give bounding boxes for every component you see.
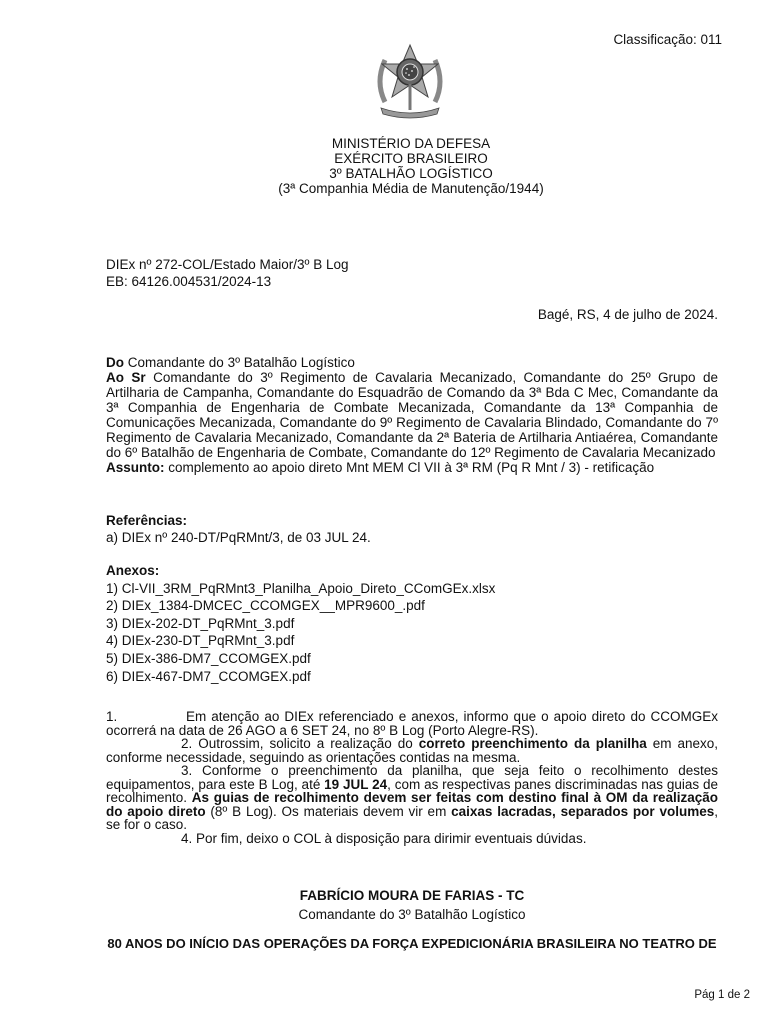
annex-item: 1) Cl-VII_3RM_PqRMnt3_Planilha_Apoio_Direto_CComGEx.xlsx (106, 580, 496, 596)
page-number: Pág 1 de 2 (694, 989, 750, 1001)
reference-item: a) DIEx nº 240-DT/PqRMnt/3, de 03 JUL 24. (106, 530, 371, 545)
doc-number: DIEx nº 272-COL/Estado Maior/3º B Log (106, 257, 349, 272)
references-section (106, 512, 371, 546)
from-label: Do (106, 355, 124, 370)
annex-item: 2) DIEx_1384-DMCEC_CCOMGEX__MPR9600_.pdf (106, 598, 425, 614)
paragraph-1-number: 1. (106, 709, 118, 724)
classification-label: Classificação: 011 (613, 32, 722, 47)
paragraph-3-text: 3. Conforme o preenchimento da planilha, que seja feito o recolhimento destes equipamentos, para este B Log, até (106, 763, 718, 792)
subject-text: complemento ao apoio direto Mnt MEM Cl VII à 3ª RM (Pq R Mnt / 3) - retificação (164, 460, 655, 475)
addressing-block (106, 355, 718, 475)
paragraph-3-text-end: , se for o caso. (106, 803, 719, 832)
date-line: Bagé, RS, 4 de julho de 2024. (537, 307, 718, 322)
paragraph-2 (106, 737, 718, 764)
to-text: Comandante do 3º Regimento de Cavalaria Mecanizado, Comandante do 25º Grupo de Artilharia de Campanha, Comandante do Esquadrão de Comando da 3ª Bda C Mec, Comandante da 3ª Companhia de Engenharia de Combate Mecanizada, Comandante da 13ª Companhia de Comunicações Mecanizada, Comandante do 9º Regimento de Cavalaria Blindado, Comandante do 7º Regimento de Cavalaria Mecanizado, Comandante da 2ª Bateria de Artilharia Antiaérea, Comandante do 6º Batalhão de Engenharia de Combate, Comandante do 12º Regimento de Cavalaria Mecanizado (106, 370, 718, 460)
paragraph-3-bold-instruction: As guias de recolhimento devem ser feitas com destino final à OM da realização do apoio direto (106, 790, 718, 819)
annex-item: 3) DIEx-202-DT_PqRMnt_3.pdf (106, 615, 295, 631)
paragraph-3 (106, 764, 718, 832)
paragraph-1-text: Em atenção ao DIEx referenciado e anexos, informo que o apoio direto do CCOMGEx ocorrerá na data de 26 AGO a 6 SET 24, no 8º B Log (Porto Alegre-RS). (106, 709, 718, 738)
subject-line (106, 460, 718, 475)
annex-item: 5) DIEx-386-DM7_CCOMGEX.pdf (106, 650, 311, 666)
from-line (106, 355, 718, 370)
paragraph-3-bold-packaging: caixas lacradas, separados por volumes (451, 803, 715, 819)
battalion-name: 3º BATALHÃO LOGÍSTICO (329, 166, 493, 181)
brazil-coat-of-arms-icon (371, 42, 449, 122)
paragraph-4: 4. Por fim, deixo o COL à disposição para dirimir eventuais dúvidas. (181, 830, 587, 846)
annexes-section (106, 562, 495, 685)
paragraph-1 (106, 710, 718, 737)
army-name: EXÉRCITO BRASILEIRO (334, 151, 488, 166)
from-text: Comandante do 3º Batalhão Logístico (124, 355, 355, 370)
signer-role: Comandante do 3º Batalhão Logístico (298, 907, 526, 922)
ministry-name: MINISTÉRIO DA DEFESA (331, 136, 491, 151)
subject-label: Assunto: (106, 460, 165, 475)
body-text (106, 710, 718, 845)
annex-item: 4) DIEx-230-DT_PqRMnt_3.pdf (106, 633, 295, 649)
paragraph-3-text-2: , com as respectivas panes discriminadas nas guias de recolhimento. (106, 776, 718, 805)
to-label: Ao Sr (106, 370, 146, 385)
annex-item: 6) DIEx-467-DM7_CCOMGEX.pdf (106, 668, 311, 684)
document-identifiers (106, 256, 348, 290)
signer-name: FABRÍCIO MOURA DE FARIAS - TC (299, 888, 525, 903)
eb-number: EB: 64126.004531/2024-13 (106, 274, 272, 289)
references-label: Referências: (106, 513, 188, 528)
company-name: (3ª Companhia Média de Manutenção/1944) (278, 181, 544, 196)
signature-block (0, 886, 768, 924)
paragraph-3-deadline: 19 JUL 24 (324, 776, 388, 792)
paragraph-2-text: 2. Outrossim, solicito a realização do (181, 736, 419, 751)
anniversary-motto: 80 ANOS DO INÍCIO DAS OPERAÇÕES DA FORÇA EXPEDICIONÁRIA BRASILEIRA NO TEATRO DE (107, 936, 717, 951)
paragraph-2-text-end: em anexo, conforme necessidade, seguindo as orientações contidas na mesma. (106, 736, 718, 765)
document-header (0, 136, 768, 196)
paragraph-2-bold: correto preenchimento da planilha (418, 736, 647, 751)
paragraph-3-text-3: (8º B Log). Os materiais devem vir em (205, 803, 452, 819)
annexes-label: Anexos: (106, 563, 160, 578)
to-line (106, 370, 718, 460)
